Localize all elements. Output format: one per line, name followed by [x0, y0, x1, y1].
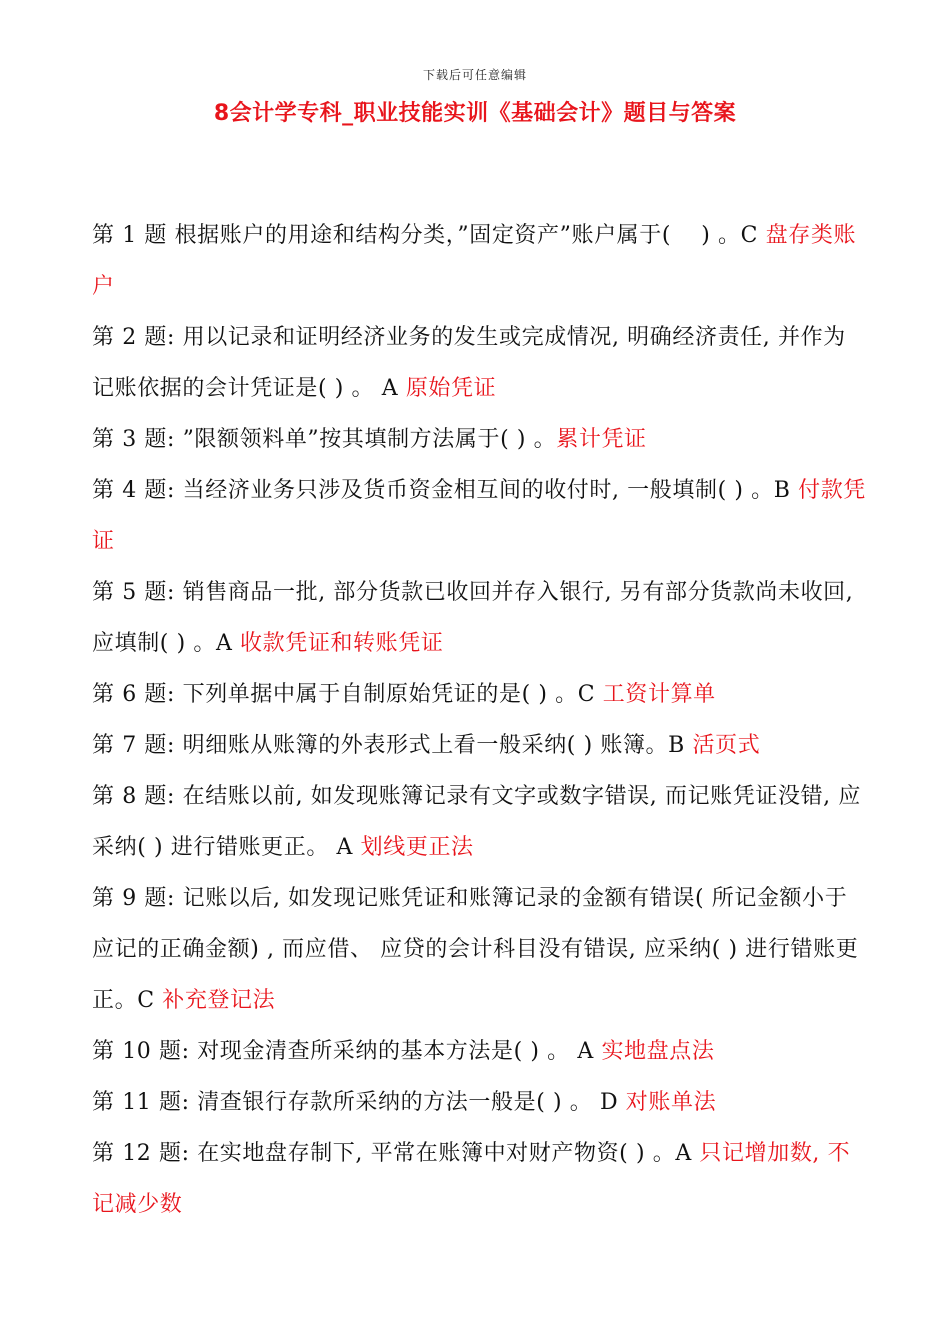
question-item [92, 873, 867, 1026]
answer-text: 原始凭证 [405, 376, 497, 401]
question-number: 第 9 题 [92, 886, 167, 911]
question-stem: : 在结账以前, 如发现账簿记录有文字或数字错误, 而记账凭证没错, 应采纳( ) 进行错账更正。 A [92, 784, 861, 860]
answer-text: 收款凭证和转账凭证 [240, 631, 444, 656]
answer-text: 工资计算单 [602, 682, 716, 707]
question-number: 第 8 题 [92, 784, 167, 809]
answer-text: 累计凭证 [556, 427, 647, 452]
question-number: 第 1 题 [92, 223, 167, 248]
question-number: 第 10 题 [92, 1039, 182, 1064]
question-item [92, 1026, 867, 1077]
question-item [92, 669, 867, 720]
question-number: 第 7 题 [92, 733, 167, 758]
answer-text: 补充登记法 [162, 988, 276, 1013]
question-list [92, 210, 867, 1230]
question-stem: : ”限额领料单”按其填制方法属于( ) 。 [166, 427, 557, 452]
question-number: 第 3 题 [92, 427, 167, 452]
question-number: 第 2 题 [92, 325, 167, 350]
question-item [92, 1077, 867, 1128]
answer-text: 只记增加数, 不记减少数 [92, 1141, 851, 1217]
answer-text: 盘存类账户 [92, 223, 857, 299]
question-item [92, 567, 867, 669]
question-stem: : 清查银行存款所采纳的方法一般是( ) 。 D [181, 1090, 626, 1115]
question-item [92, 1128, 867, 1230]
answer-text: 付款凭证 [92, 478, 866, 554]
question-item [92, 465, 867, 567]
header-note: 下载后可任意编辑 [422, 68, 527, 82]
document-title: 8会计学专科_职业技能实训《基础会计》题目与答案 [213, 101, 737, 126]
question-item [92, 210, 867, 312]
question-number: 第 6 题 [92, 682, 167, 707]
answer-text: 对账单法 [625, 1090, 717, 1115]
answer-text: 划线更正法 [360, 835, 474, 860]
question-number: 第 4 题 [92, 478, 167, 503]
question-stem: 根据账户的用途和结构分类，”固定资产”账户属于( ) 。C [166, 223, 766, 248]
question-item [92, 312, 867, 414]
question-stem: : 下列单据中属于自制原始凭证的是( ) 。C [166, 682, 603, 707]
question-stem: : 对现金清查所采纳的基本方法是( ) 。 A [181, 1039, 602, 1064]
answer-text: 活页式 [692, 733, 761, 758]
question-stem: : 当经济业务只涉及货币资金相互间的收付时, 一般填制( ) 。B [166, 478, 799, 503]
question-stem: : 明细账从账簿的外表形式上看一般采纳( ) 账簿。B [166, 733, 693, 758]
question-stem: : 记账以后, 如发现记账凭证和账簿记录的金额有错误( 所记金额小于应记的正确金额) , 而应借、 应贷的会计科目没有错误, 应采纳( ) 进行错账更正。C [92, 886, 859, 1013]
question-number: 第 11 题 [92, 1090, 182, 1115]
question-stem: : 在实地盘存制下, 平常在账簿中对财产物资( ) 。A [181, 1141, 700, 1166]
question-stem: : 用以记录和证明经济业务的发生或完成情况, 明确经济责任, 并作为记账依据的会计凭证是( ) 。 A [92, 325, 846, 401]
question-number: 第 5 题 [92, 580, 167, 605]
question-stem: : 销售商品一批, 部分货款已收回并存入银行, 另有部分货款尚未收回, 应填制( ) 。A [92, 580, 854, 656]
question-item [92, 771, 867, 873]
question-item [92, 414, 867, 465]
question-number: 第 12 题 [92, 1141, 182, 1166]
question-item [92, 720, 867, 771]
answer-text: 实地盘点法 [601, 1039, 715, 1064]
